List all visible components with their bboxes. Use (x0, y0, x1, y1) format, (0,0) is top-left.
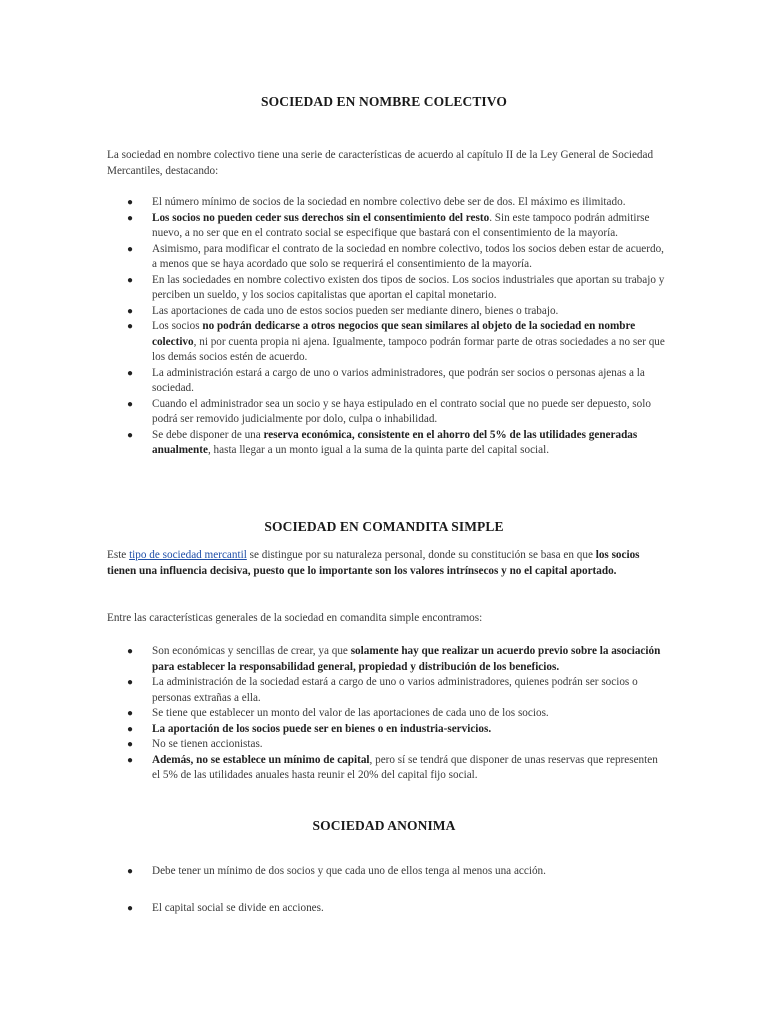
bullet-icon: ● (127, 708, 134, 719)
list-item (107, 722, 667, 738)
item-text: No se tienen accionistas. (152, 738, 263, 750)
intro-text-mid: se distingue por su naturaleza personal, donde su constitución se basa en que (246, 549, 596, 561)
bullet-icon: ● (127, 274, 134, 286)
item-bold-text: no podrán dedicarse a otros negocios que sean similares al objeto de la sociedad en nombre colectivo (152, 320, 636, 348)
item-text: La administración de la sociedad estará a cargo de uno o varios administradores, quienes podrán ser socios o personas extrañas a ella. (152, 676, 638, 704)
intro-paragraph: La sociedad en nombre colectivo tiene una serie de características de acuerdo al capítulo II de la Ley General de Sociedad Mercantiles, destacando: (107, 149, 654, 177)
heading-sociedad-nombre-colectivo: SOCIEDAD EN NOMBRE COLECTIVO (261, 94, 507, 109)
item-text: , pero sí se tendrá que disponer de unas reservas que representen el 5% de las utilidades anuales hasta reunir el 20% del capital fijo social. (152, 753, 658, 781)
list-item (107, 195, 667, 211)
item-text: El número mínimo de socios de la sociedad en nombre colectivo debe ser de dos. El máximo es ilimitado. (152, 196, 626, 208)
heading-comandita-simple: SOCIEDAD EN COMANDITA SIMPLE (264, 519, 504, 534)
bullet-icon: ● (127, 429, 134, 441)
item-text: En las sociedades en nombre colectivo existen dos tipos de socios. Los socios industriales que aportan su trabajo y perciben un sueldo, y los socios capitalistas que aportan el capital monetario. (152, 273, 665, 301)
list-item (107, 273, 667, 304)
list-item (107, 304, 667, 320)
list-item (107, 366, 667, 397)
item-text: Asimismo, para modificar el contrato de la sociedad en nombre colectivo, todos los socios deben estar de acuerdo, a menos que se haya acordado que solo se requerirá el consentimiento de la mayoría. (152, 242, 664, 270)
bullet-icon: ● (127, 754, 134, 766)
tipo-sociedad-link[interactable]: tipo de sociedad mercantil (129, 549, 247, 561)
list-item (107, 901, 667, 917)
bullet-icon: ● (127, 398, 134, 410)
item-bold-text: Además, no se establece un mínimo de capital (152, 753, 370, 766)
item-bold-text: La aportación de los socios puede ser en bienes o en industria-servicios. (152, 722, 492, 735)
comandita-intro-paragraph (107, 548, 667, 579)
bullet-icon: ● (127, 866, 134, 877)
list-item (107, 397, 667, 428)
bullet-icon: ● (127, 367, 134, 379)
intro-text-pre: Este (107, 549, 130, 561)
item-text: Cuando el administrador sea un socio y se haya estipulado en el contrato social que no puede ser depuesto, solo podrá ser removido judicialmente por dolo, culpa o inhabilidad. (152, 397, 651, 425)
item-text: Se tiene que establecer un monto del valor de las aportaciones de cada uno de los socios. (152, 707, 549, 719)
list-item (107, 644, 667, 675)
item-bold-text: Los socios no pueden ceder sus derechos sin el consentimiento del resto (152, 211, 490, 224)
bullet-icon: ● (127, 305, 134, 317)
list-item (107, 675, 667, 706)
bullet-icon: ● (127, 646, 134, 657)
list-item (107, 706, 667, 722)
item-bold-text: reserva económica, consistente en el ahorro del 5% de las utilidades generadas anualmente (152, 428, 638, 456)
item-text: Las aportaciones de cada uno de estos socios pueden ser mediante dinero, bienes o trabajo. (152, 304, 559, 317)
bullet-icon: ● (127, 197, 134, 208)
list-item (107, 211, 667, 242)
bullet-icon: ● (127, 677, 134, 688)
bullet-icon: ● (127, 739, 134, 750)
item-text: , hasta llegar a un monto igual a la suma de la quinta parte del capital social. (207, 444, 550, 456)
item-bold-text: solamente hay que realizar un acuerdo previo sobre la asociación para establecer la responsabilidad general, propiedad y distribución de los beneficios. (152, 645, 661, 673)
list-sociedad-anonima (107, 864, 667, 916)
item-text: Se debe disponer de una (152, 428, 264, 441)
list-nombre-colectivo (107, 195, 667, 459)
item-text: . Sin este tampoco podrán admitirse nuevo, a no ser que en el contrato social se especifique que bastará con el consentimiento de la mayoría. (152, 211, 650, 239)
item-text: El capital social se divide en acciones. (152, 901, 324, 914)
list-item (107, 864, 667, 880)
bullet-icon: ● (127, 212, 134, 224)
list-item (107, 242, 667, 273)
item-text: Los socios (152, 320, 203, 332)
item-text: Debe tener un mínimo de dos socios y que cada uno de ellos tenga al menos una acción. (152, 865, 546, 877)
caracteristicas-paragraph: Entre las características generales de la sociedad en comandita simple encontramos: (107, 612, 483, 624)
bullet-icon: ● (127, 321, 134, 332)
item-text: La administración estará a cargo de uno o varios administradores, que podrán ser socios o personas ajenas a la sociedad. (152, 366, 645, 394)
list-item (107, 428, 667, 459)
heading-sociedad-anonima: SOCIEDAD ANONIMA (312, 818, 456, 833)
list-item (107, 737, 667, 753)
bullet-icon: ● (127, 243, 134, 255)
list-comandita-simple (107, 644, 667, 784)
item-text: Son económicas y sencillas de crear, ya que (152, 645, 351, 657)
bullet-icon: ● (127, 902, 134, 914)
intro-text-bold: los socios tienen una influencia decisiva, puesto que lo importante son los valores intrínsecos y no el capital aportado. (107, 549, 640, 577)
list-item (107, 753, 667, 784)
list-item (107, 319, 667, 366)
bullet-icon: ● (127, 723, 134, 735)
item-text: , ni por cuenta propia ni ajena. Igualmente, tampoco podrán formar parte de otras sociedades a no ser que los demás socios estén de acuerdo. (152, 335, 665, 363)
